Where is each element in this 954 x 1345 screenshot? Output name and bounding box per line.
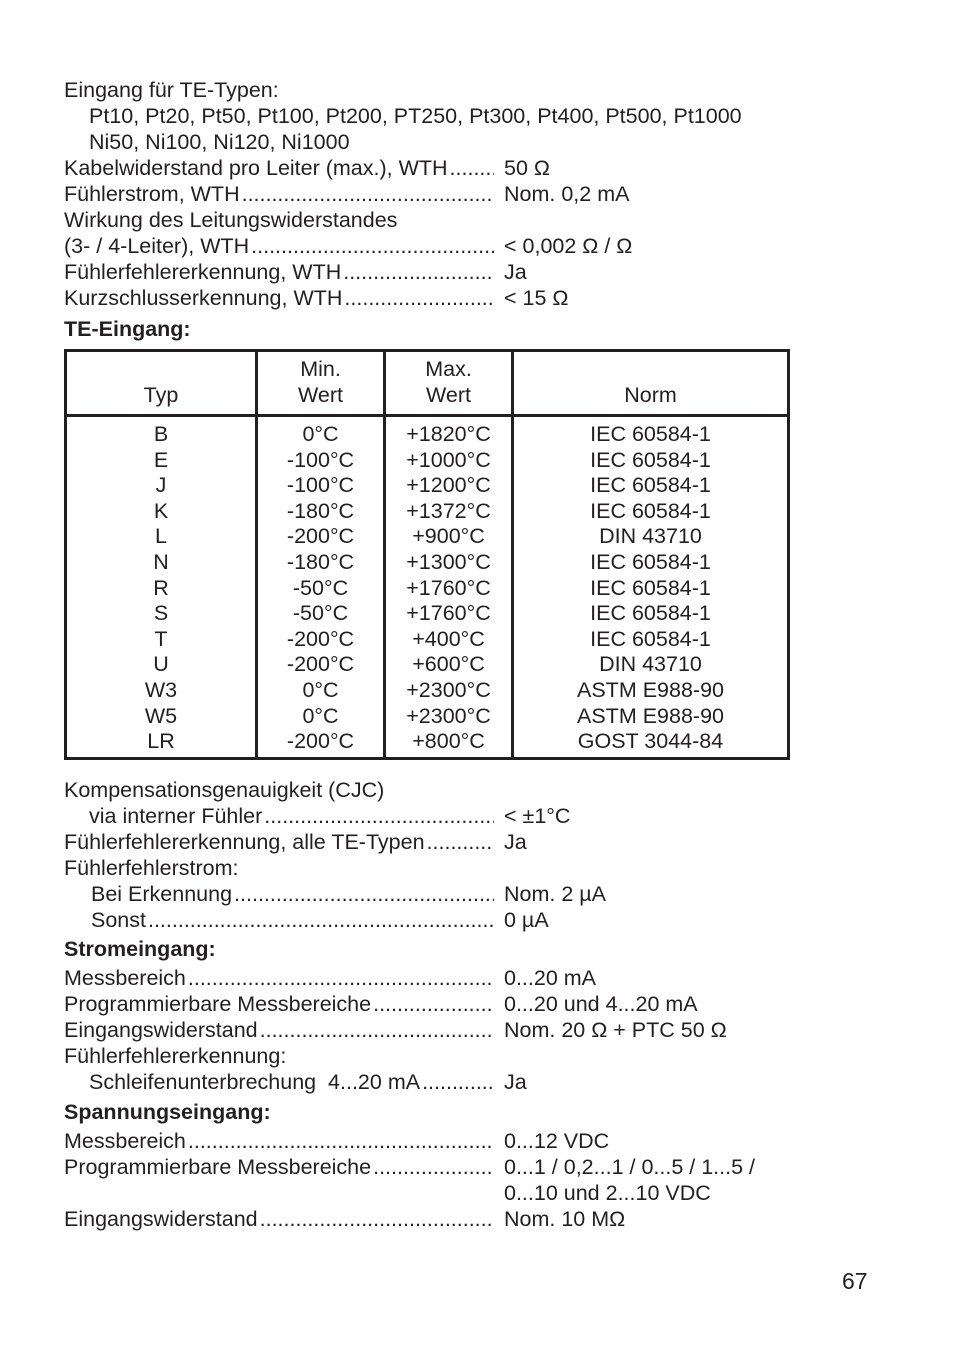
table-cell-max: +1372°C bbox=[406, 498, 491, 523]
page-number: 67 bbox=[842, 1268, 868, 1294]
spec-row-current-prog-ranges bbox=[64, 991, 784, 1017]
table-cell-min: -50°C bbox=[292, 601, 349, 626]
table-cell-typ: S bbox=[153, 601, 169, 626]
spec-row-short-circuit-detection bbox=[64, 285, 784, 311]
table-cell-min: -200°C bbox=[286, 524, 355, 549]
table-cell-typ: J bbox=[155, 473, 167, 498]
table-cell-max: +2300°C bbox=[406, 703, 491, 728]
spec-label: Eingangswiderstand bbox=[64, 1207, 258, 1231]
table-cell-norm: IEC 60584-1 bbox=[590, 549, 711, 574]
spec-value: 0...1 / 0,2...1 / 0...5 / 1...5 / bbox=[504, 1155, 755, 1179]
table-cell-max: +1760°C bbox=[406, 601, 491, 626]
spec-value: < ±1°C bbox=[504, 804, 571, 828]
table-cell-min: -50°C bbox=[292, 575, 349, 600]
table-cell-min: -100°C bbox=[286, 447, 355, 472]
spec-label: via interner Fühler bbox=[89, 804, 263, 828]
thermocouple-table bbox=[64, 349, 790, 760]
table-cell-typ: B bbox=[153, 422, 169, 446]
table-cell-norm: IEC 60584-1 bbox=[590, 575, 711, 600]
column-typ bbox=[67, 422, 255, 755]
table-cell-norm: ASTM E988-90 bbox=[577, 703, 724, 728]
rtd-types-line-2: Ni50, Ni100, Ni120, Ni1000 bbox=[89, 130, 350, 154]
table-cell-min: -200°C bbox=[286, 626, 355, 651]
table-cell-norm: GOST 3044-84 bbox=[577, 729, 724, 754]
spec-value: Nom. 2 µA bbox=[504, 882, 606, 906]
table-cell-max: +600°C bbox=[412, 652, 485, 677]
table-cell-max: +900°C bbox=[412, 524, 485, 549]
spec-row-voltage-input-resistance bbox=[64, 1206, 784, 1232]
voltage-input-heading: Spannungseingang: bbox=[64, 1100, 271, 1124]
spec-row-wire-effect bbox=[64, 233, 784, 259]
spec-label: Messbereich bbox=[64, 1129, 186, 1153]
spec-value: Nom. 10 MΩ bbox=[504, 1207, 626, 1231]
header-norm: Norm bbox=[624, 383, 677, 407]
spec-row-otherwise bbox=[64, 907, 784, 933]
spec-value: 0...20 mA bbox=[504, 966, 597, 990]
table-cell-min: 0°C bbox=[302, 677, 339, 702]
table-cell-typ: T bbox=[154, 626, 168, 651]
spec-value: Ja bbox=[504, 1070, 527, 1094]
spec-row-voltage-range bbox=[64, 1128, 784, 1154]
header-max: Max. Wert bbox=[425, 357, 472, 407]
table-cell-norm: DIN 43710 bbox=[599, 524, 702, 549]
current-error-detection-title: Fühlerfehlererkennung: bbox=[64, 1044, 287, 1068]
column-max bbox=[386, 422, 511, 755]
table-cell-min: 0°C bbox=[302, 422, 339, 446]
spec-row-loop-break bbox=[64, 1069, 784, 1095]
spec-label: Programmierbare Messbereiche bbox=[64, 992, 372, 1016]
table-cell-norm: DIN 43710 bbox=[599, 652, 702, 677]
spec-row-cable-resistance bbox=[64, 155, 784, 181]
spec-value: Ja bbox=[504, 260, 527, 284]
table-cell-min: -200°C bbox=[286, 729, 355, 754]
rtd-types-line-1: Pt10, Pt20, Pt50, Pt100, Pt200, PT250, Pt300, Pt400, Pt500, Pt1000 bbox=[89, 104, 742, 128]
spec-row-current-range bbox=[64, 965, 784, 991]
input-types-intro: Eingang für TE-Typen: bbox=[64, 78, 279, 102]
table-cell-min: -100°C bbox=[286, 473, 355, 498]
spec-value: Nom. 20 Ω + PTC 50 Ω bbox=[504, 1018, 727, 1042]
cjc-title: Kompensationsgenauigkeit (CJC) bbox=[64, 778, 385, 802]
spec-value: 50 Ω bbox=[504, 156, 550, 180]
spec-value: 0...10 und 2...10 VDC bbox=[504, 1181, 711, 1205]
table-cell-typ: L bbox=[155, 524, 167, 549]
spec-value: Ja bbox=[504, 830, 527, 854]
column-norm bbox=[514, 422, 787, 755]
table-cell-typ: E bbox=[153, 447, 169, 472]
sensor-error-current-title: Fühlerfehlerstrom: bbox=[64, 856, 239, 880]
table-cell-max: +1000°C bbox=[406, 447, 491, 472]
table-cell-max: +1820°C bbox=[406, 422, 491, 446]
spec-label: Eingangswiderstand bbox=[64, 1018, 258, 1042]
table-cell-norm: IEC 60584-1 bbox=[590, 422, 711, 446]
te-input-heading: TE-Eingang: bbox=[64, 317, 191, 341]
table-cell-norm: IEC 60584-1 bbox=[590, 473, 711, 498]
spec-label: Programmierbare Messbereiche bbox=[64, 1155, 372, 1179]
spec-label: Fühlerfehlererkennung, alle TE-Typen bbox=[64, 830, 425, 854]
table-cell-typ: W3 bbox=[144, 677, 178, 702]
spec-row-sensor-error-detection bbox=[64, 259, 784, 285]
table-cell-norm: IEC 60584-1 bbox=[590, 626, 711, 651]
table-cell-max: +800°C bbox=[412, 729, 485, 754]
spec-label: Bei Erkennung bbox=[91, 882, 233, 906]
table-cell-norm: IEC 60584-1 bbox=[590, 447, 711, 472]
spec-value: 0...12 VDC bbox=[504, 1129, 610, 1153]
table-cell-min: -180°C bbox=[286, 549, 355, 574]
spec-label: Kabelwiderstand pro Leiter (max.), WTH bbox=[64, 156, 448, 180]
spec-label: Fühlerstrom, WTH bbox=[64, 182, 240, 206]
table-cell-min: 0°C bbox=[302, 703, 339, 728]
current-input-heading: Stromeingang: bbox=[64, 937, 216, 961]
spec-label: (3- / 4-Leiter), WTH bbox=[64, 234, 250, 258]
spec-value: 0 µA bbox=[504, 908, 549, 932]
header-divider bbox=[67, 414, 787, 417]
spec-row-on-detection bbox=[64, 881, 784, 907]
table-cell-typ: U bbox=[153, 652, 169, 677]
spec-value: Nom. 0,2 mA bbox=[504, 182, 630, 206]
spec-label: Schleifenunterbrechung 4...20 mA bbox=[89, 1070, 421, 1094]
header-min: Min. Wert bbox=[298, 357, 343, 407]
spec-value: < 0,002 Ω / Ω bbox=[504, 234, 633, 258]
table-cell-max: +1200°C bbox=[406, 473, 491, 498]
header-typ: Typ bbox=[143, 383, 179, 407]
table-cell-max: +2300°C bbox=[406, 677, 491, 702]
spec-value: 0...20 und 4...20 mA bbox=[504, 992, 698, 1016]
table-cell-typ: N bbox=[153, 549, 169, 574]
table-cell-typ: K bbox=[153, 498, 169, 523]
spec-row-sensor-current bbox=[64, 181, 784, 207]
wirkung-label: Wirkung des Leitungswiderstandes bbox=[64, 208, 398, 232]
spec-row-current-input-resistance bbox=[64, 1017, 784, 1043]
spec-label: Kurzschlusserkennung, WTH bbox=[64, 286, 343, 310]
table-cell-norm: IEC 60584-1 bbox=[590, 498, 711, 523]
column-min bbox=[258, 422, 383, 755]
table-cell-typ: R bbox=[153, 575, 169, 600]
table-cell-max: +1300°C bbox=[406, 549, 491, 574]
spec-row-voltage-prog-ranges bbox=[64, 1154, 784, 1180]
spec-row-voltage-prog-ranges-cont bbox=[64, 1180, 784, 1206]
spec-row-te-error-detection bbox=[64, 829, 784, 855]
spec-label: Messbereich bbox=[64, 966, 186, 990]
table-cell-typ: W5 bbox=[144, 703, 178, 728]
spec-value: < 15 Ω bbox=[504, 286, 569, 310]
spec-row-cjc-internal bbox=[64, 803, 784, 829]
table-cell-min: -200°C bbox=[286, 652, 355, 677]
spec-label: Fühlerfehlererkennung, WTH bbox=[64, 260, 342, 284]
table-cell-norm: IEC 60584-1 bbox=[590, 601, 711, 626]
table-cell-min: -180°C bbox=[286, 498, 355, 523]
spec-label: Sonst bbox=[91, 908, 146, 932]
table-cell-max: +1760°C bbox=[406, 575, 491, 600]
table-cell-norm: ASTM E988-90 bbox=[577, 677, 724, 702]
table-cell-max: +400°C bbox=[412, 626, 485, 651]
table-cell-typ: LR bbox=[147, 729, 175, 754]
